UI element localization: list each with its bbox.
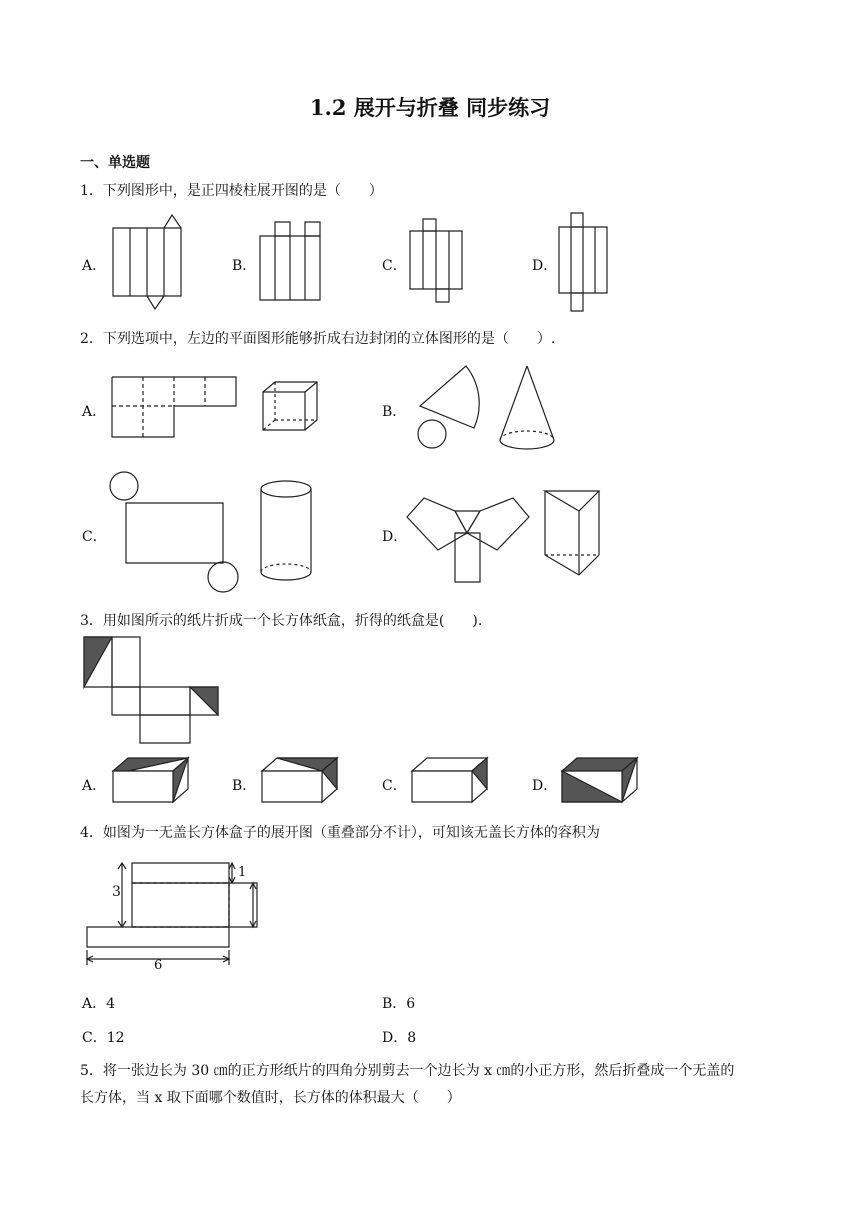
q1-figure-d bbox=[557, 211, 612, 316]
q2-prism-d bbox=[542, 488, 604, 580]
q4-option-a bbox=[82, 993, 115, 1013]
q4-option-b-value: 6 bbox=[406, 996, 416, 1012]
q4-top-label: 1 bbox=[238, 865, 247, 880]
q3-box-a bbox=[108, 755, 190, 805]
q4-height-label: 3 bbox=[112, 884, 121, 900]
q4-option-d-letter: D． bbox=[382, 1030, 408, 1046]
q2-cube-a bbox=[260, 380, 330, 435]
q3-option-b-label: B． bbox=[232, 778, 257, 794]
question-5-line-2: 长方体，当 x 取下面哪个数值时，长方体的体积最大（ ） bbox=[80, 1090, 461, 1106]
q4-option-c-letter: C． bbox=[82, 1030, 107, 1046]
q3-box-c bbox=[407, 755, 489, 805]
q4-option-b bbox=[382, 993, 415, 1013]
q2-cone-b bbox=[497, 364, 562, 456]
question-5-line-1: 5．将一张边长为 30 ㎝的正方形纸片的四角分别剪去一个边长为 x ㎝的小正方形，然后折叠成一个无盖的 bbox=[80, 1063, 735, 1079]
q4-option-a-letter: A． bbox=[82, 996, 107, 1012]
q2-net-a bbox=[110, 375, 240, 440]
q4-width-label: 6 bbox=[154, 958, 163, 973]
q4-option-a-value: 4 bbox=[106, 996, 116, 1012]
q3-option-c-label: C． bbox=[382, 778, 407, 794]
q1-option-d-label: D． bbox=[532, 258, 558, 274]
q3-option-a-label: A． bbox=[82, 778, 107, 794]
q2-net-b bbox=[412, 360, 487, 455]
page-title: 1.2 展开与折叠 同步练习 bbox=[309, 95, 551, 120]
q1-figure-b bbox=[258, 220, 328, 305]
q1-figure-c bbox=[408, 217, 468, 307]
q4-option-d-value: 8 bbox=[407, 1030, 417, 1046]
q4-option-c-value: 12 bbox=[106, 1030, 125, 1046]
q1-option-a-label: A． bbox=[82, 258, 107, 274]
q1-option-b-label: B． bbox=[232, 258, 257, 274]
question-3-stem: 3．用如图所示的纸片折成一个长方体纸盒，折得的纸盒是( ). bbox=[80, 613, 483, 629]
question-1-stem: 1．下列图形中，是正四棱柱展开图的是（ ） bbox=[80, 183, 383, 199]
q2-option-c-label: C． bbox=[82, 529, 107, 545]
section-heading: 一、单选题 bbox=[80, 155, 150, 171]
q2-option-b-label: B． bbox=[382, 404, 407, 420]
q2-option-a-label: A． bbox=[82, 404, 107, 420]
q4-option-c bbox=[82, 1027, 125, 1047]
q2-option-d-label: D． bbox=[382, 529, 408, 545]
q3-option-d-label: D． bbox=[532, 778, 558, 794]
q2-net-d bbox=[405, 478, 540, 588]
q4-option-b-letter: B． bbox=[382, 996, 407, 1012]
q1-option-c-label: C． bbox=[382, 258, 407, 274]
question-2-stem: 2．下列选项中，左边的平面图形能够折成右边封闭的立体图形的是（ ）. bbox=[80, 331, 556, 347]
q2-net-c bbox=[108, 470, 243, 595]
q4-option-d bbox=[382, 1027, 416, 1047]
q4-net-figure bbox=[82, 855, 282, 970]
q3-box-b bbox=[257, 755, 339, 805]
q3-box-d bbox=[557, 755, 639, 805]
q3-net-figure bbox=[82, 635, 222, 747]
q2-cylinder-c bbox=[258, 478, 318, 586]
question-4-stem: 4．如图为一无盖长方体盒子的展开图（重叠部分不计），可知该无盖长方体的容积为 bbox=[80, 825, 600, 841]
q1-figure-a bbox=[110, 212, 190, 312]
